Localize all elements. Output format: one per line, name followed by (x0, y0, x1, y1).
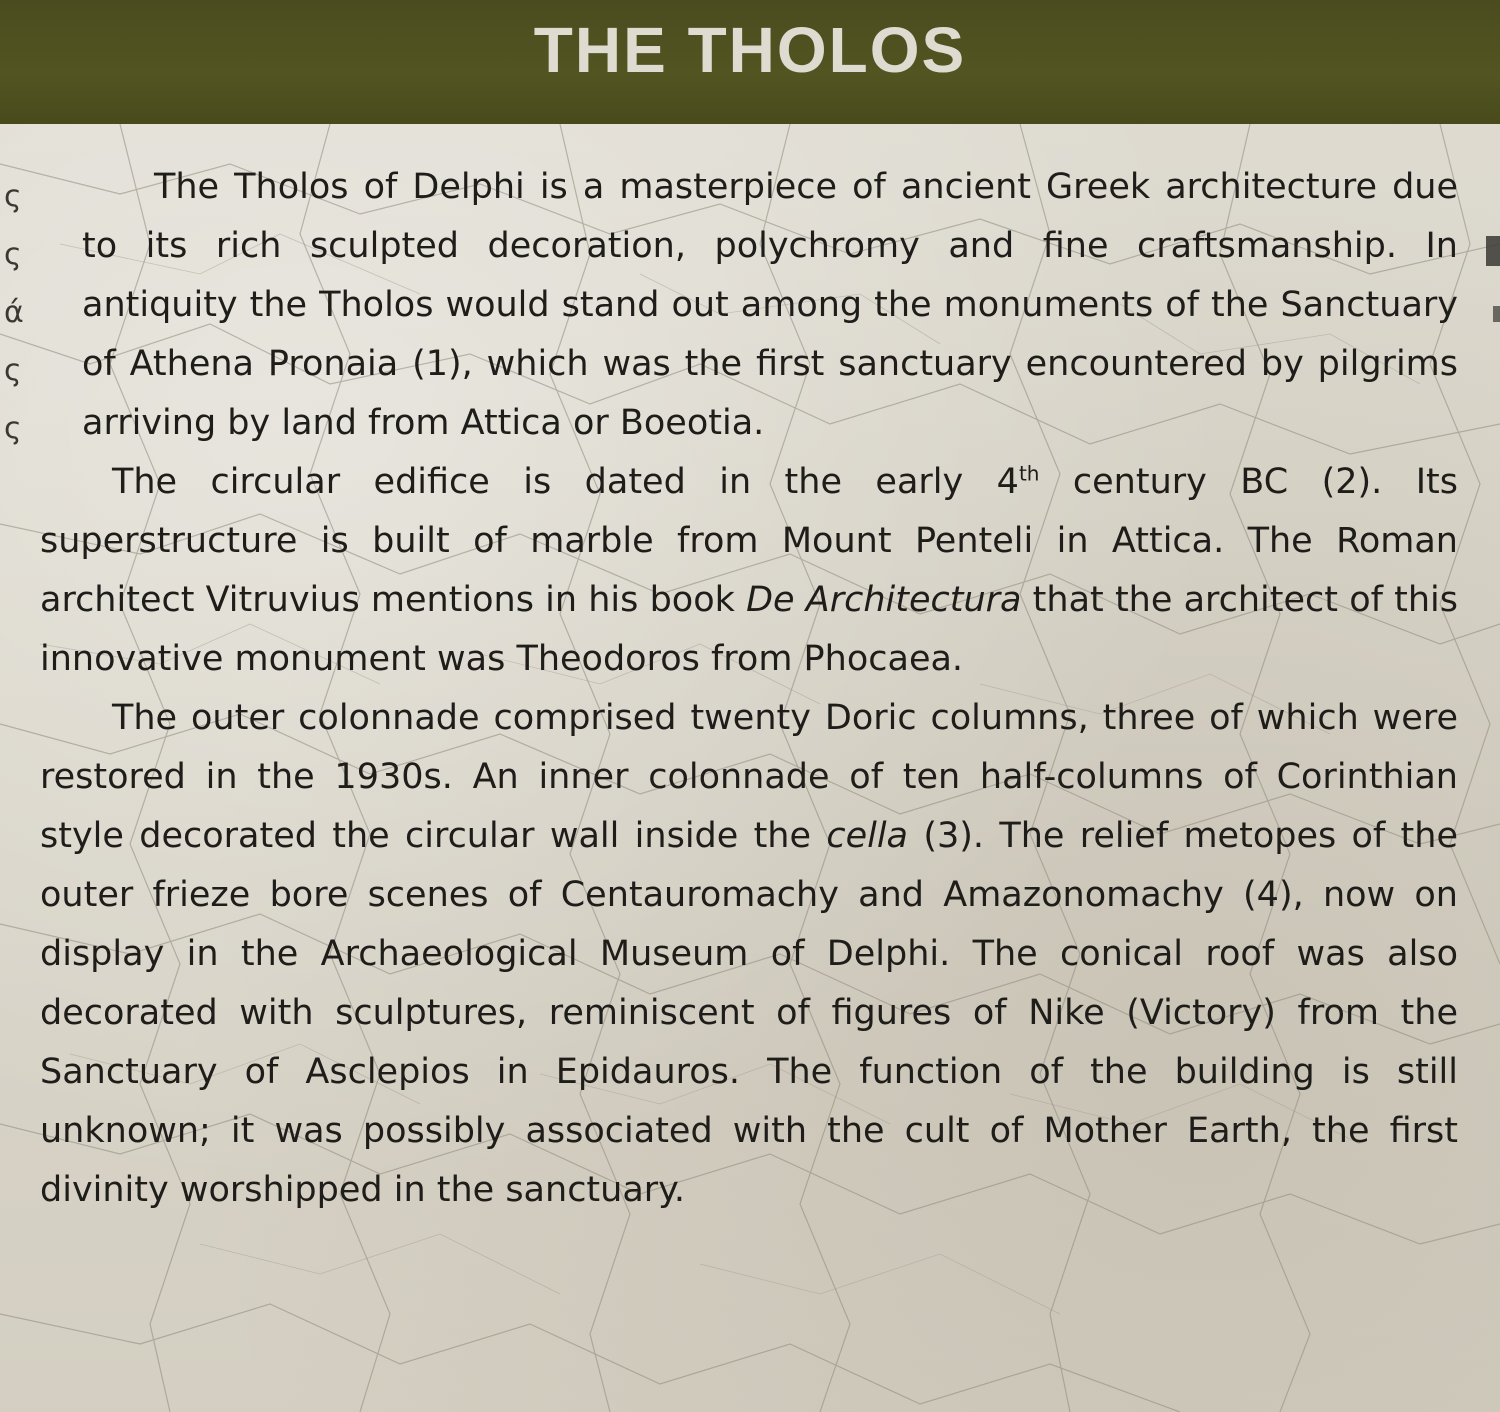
paragraph-text: that the architect of this innovative monument was Theodoros from Phocaea. (40, 580, 1458, 679)
edge-glyph: ά (4, 295, 24, 330)
sign-title: THE THOLOS (533, 14, 967, 86)
adjacent-panel-right-edge-mark (1493, 306, 1500, 322)
paragraph-text: (3). The relief metopes of the outer frieze bore scenes of Centauromachy and Amazonomachy (4), now on display in the Archaeological Museum of Delphi. The conical roof was also decorated with sculptures, reminiscent of figures of Nike (Victory) from the Sanctuary of Asclepios in Epidauros. The function of the building is still unknown; it was possibly associated with the cult of Mother Earth, the first divinity worshipped in the sanctuary. (40, 816, 1458, 1210)
edge-glyph: ς (4, 179, 22, 214)
paragraph-text: century BC (2). Its superstructure is built of marble from Mount Penteli in Attica. The Roman architect Vitruvius mentions in his book (40, 462, 1458, 620)
paragraph-text: The outer colonnade comprised twenty Doric columns, three of which were restored in the 1930s. An inner colonnade of ten half-columns of Corinthian style decorated the circular wall inside the (40, 698, 1458, 856)
book-title: De Architectura (746, 580, 1022, 620)
title-band (0, 0, 1500, 124)
adjacent-panel-right-edge-mark (1486, 236, 1500, 266)
edge-glyph: ς (4, 411, 22, 446)
paragraph-intro: The Tholos of Delphi is a masterpiece of ancient Greek architecture due to its rich sculpted decoration, polychromy and fine craftsmanship. In antiquity the Tholos would stand out among the monuments of the Sanctuary of Athena Pronaia (1), which was the first sanctuary encountered by pilgrims arriving by land from Attica or Boeotia. (82, 167, 1458, 443)
paragraph-architecture (40, 689, 1458, 1220)
adjacent-panel-edge (0, 176, 26, 466)
edge-glyph: ς (4, 237, 22, 272)
edge-glyph: ς (4, 353, 22, 388)
term-italic: cella (826, 816, 909, 856)
sign-body-text (40, 158, 1458, 1220)
paragraph-text: The circular edifice is dated in the early 4 (112, 462, 1019, 502)
paragraph-dating (40, 453, 1458, 689)
superscript: th (1018, 461, 1040, 486)
